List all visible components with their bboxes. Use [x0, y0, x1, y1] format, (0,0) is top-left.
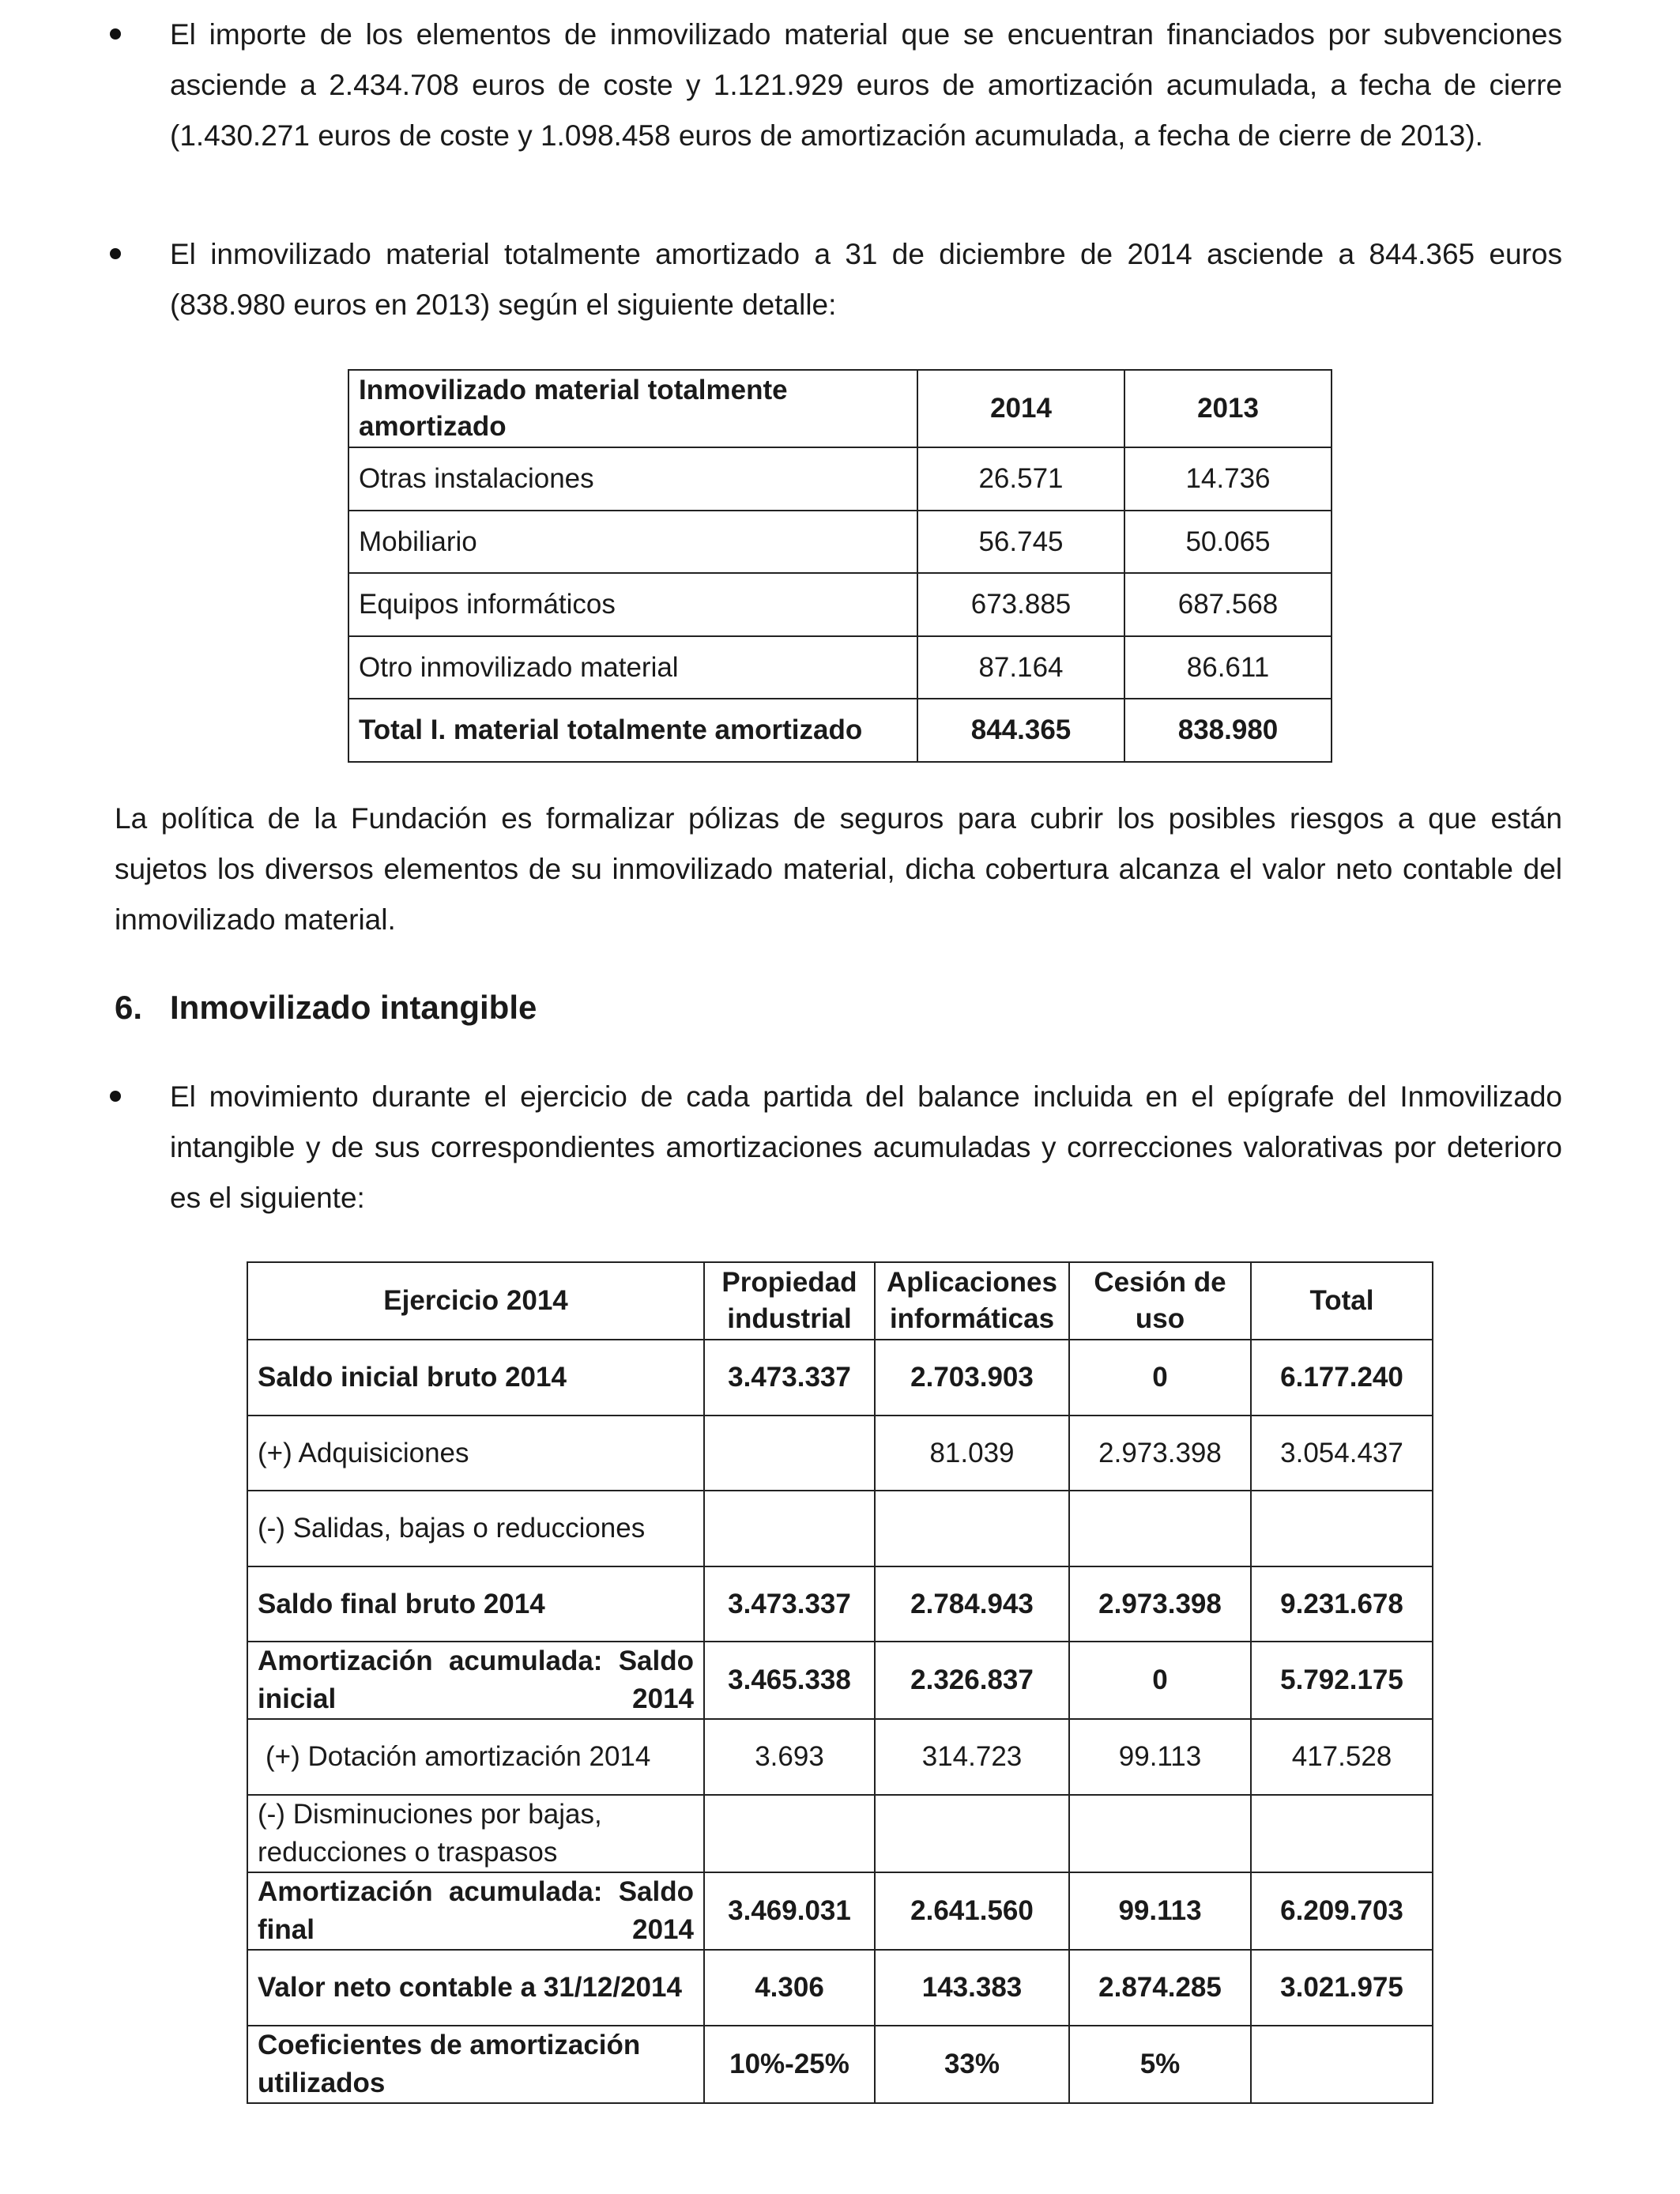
table-row [247, 1642, 1433, 1719]
bullet-dot-icon [110, 28, 121, 40]
total-2013: 838.980 [1124, 699, 1332, 762]
cell-2013: 687.568 [1124, 573, 1332, 636]
row-label: Otro inmovilizado material [348, 636, 917, 699]
table-row [348, 573, 1332, 636]
cell-total: 5.792.175 [1251, 1642, 1433, 1719]
cell-cesion [1069, 1491, 1251, 1566]
header-cell: Propiedad industrial [704, 1262, 875, 1340]
table-total-row [348, 699, 1332, 762]
cell-propiedad: 3.473.337 [704, 1566, 875, 1642]
cell-total: 3.021.975 [1251, 1950, 1433, 2026]
cell-total: 417.528 [1251, 1719, 1433, 1795]
cell-aplicaciones [875, 1491, 1069, 1566]
table-row [348, 511, 1332, 573]
cell-aplicaciones [875, 1795, 1069, 1872]
cell-2013: 86.611 [1124, 636, 1332, 699]
table-row [247, 1491, 1433, 1566]
row-label: Otras instalaciones [348, 447, 917, 511]
row-label: Equipos informáticos [348, 573, 917, 636]
cell-total [1251, 2026, 1433, 2103]
table-row [247, 1416, 1433, 1491]
table-row [247, 1872, 1433, 1950]
bullet-subvenciones [115, 9, 1562, 161]
row-label: (-) Disminuciones por bajas, reducciones o traspasos [247, 1795, 704, 1872]
cell-aplicaciones: 2.641.560 [875, 1872, 1069, 1950]
row-label: (-) Salidas, bajas o reducciones [247, 1491, 704, 1566]
cell-propiedad: 3.473.337 [704, 1340, 875, 1416]
bullet-text: El inmovilizado material totalmente amortizado a 31 de diciembre de 2014 asciende a 844.365 euros (838.980 euros en 2013) según el siguiente detalle: [170, 238, 1562, 321]
table-row [247, 1340, 1433, 1416]
row-label: Valor neto contable a 31/12/2014 [247, 1950, 704, 2026]
bullet-dot-icon [110, 248, 121, 259]
table-intangible-movements [247, 1261, 1433, 2104]
cell-propiedad [704, 1416, 875, 1491]
section-title: Inmovilizado intangible [170, 989, 537, 1026]
bullet-intangible [115, 1072, 1562, 1223]
cell-total [1251, 1491, 1433, 1566]
table-row [247, 1950, 1433, 2026]
cell-aplicaciones: 2.703.903 [875, 1340, 1069, 1416]
cell-propiedad: 3.693 [704, 1719, 875, 1795]
bullet-text: El movimiento durante el ejercicio de cada partida del balance incluida en el epígrafe del Inmovilizado intangible y de sus correspondientes amortizaciones acumuladas y correcciones valorativas por deterioro es el siguiente: [170, 1080, 1562, 1214]
table-header-row [247, 1262, 1433, 1340]
header-cell: 2014 [917, 370, 1124, 447]
cell-cesion: 2.874.285 [1069, 1950, 1251, 2026]
cell-cesion [1069, 1795, 1251, 1872]
cell-total: 3.054.437 [1251, 1416, 1433, 1491]
total-2014: 844.365 [917, 699, 1124, 762]
cell-2013: 14.736 [1124, 447, 1332, 511]
cell-cesion: 99.113 [1069, 1872, 1251, 1950]
cell-cesion: 99.113 [1069, 1719, 1251, 1795]
table-row [247, 2026, 1433, 2103]
cell-aplicaciones: 33% [875, 2026, 1069, 2103]
bullet-text: El importe de los elementos de inmovilizado material que se encuentran financiados por subvenciones asciende a 2.434.708 euros de coste y 1.121.929 euros de amortización acumulada, a fecha de cierre (1.430.271 euros de coste y 1.098.458 euros de amortización acumulada, a fecha de cierre de 2013). [170, 18, 1562, 152]
bullet-totalmente-amortizado [115, 229, 1562, 330]
cell-aplicaciones: 143.383 [875, 1950, 1069, 2026]
cell-cesion: 2.973.398 [1069, 1566, 1251, 1642]
cell-aplicaciones: 2.784.943 [875, 1566, 1069, 1642]
cell-total: 9.231.678 [1251, 1566, 1433, 1642]
cell-total [1251, 1795, 1433, 1872]
table-fully-amortized [348, 369, 1332, 763]
cell-2014: 673.885 [917, 573, 1124, 636]
total-label: Total I. material totalmente amortizado [348, 699, 917, 762]
table-row [247, 1795, 1433, 1872]
section-heading [115, 986, 537, 1030]
row-label: Coeficientes de amortización utilizados [247, 2026, 704, 2103]
table-row [247, 1566, 1433, 1642]
row-label: Saldo final bruto 2014 [247, 1566, 704, 1642]
policy-paragraph: La política de la Fundación es formalizar pólizas de seguros para cubrir los posibles riesgos a que están sujetos los diversos elementos de su inmovilizado material, dicha cobertura alcanza el valor neto contable del inmovilizado material. [115, 802, 1562, 936]
table-header-row [348, 370, 1332, 447]
cell-2014: 26.571 [917, 447, 1124, 511]
header-cell: Ejercicio 2014 [247, 1262, 704, 1340]
header-cell: Aplicaciones informáticas [875, 1262, 1069, 1340]
row-label: Amortización acumulada: Saldo final 2014 [247, 1872, 704, 1950]
cell-aplicaciones: 314.723 [875, 1719, 1069, 1795]
cell-cesion: 2.973.398 [1069, 1416, 1251, 1491]
row-label: (+) Dotación amortización 2014 [247, 1719, 704, 1795]
cell-aplicaciones: 81.039 [875, 1416, 1069, 1491]
cell-propiedad: 4.306 [704, 1950, 875, 2026]
header-cell: Total [1251, 1262, 1433, 1340]
cell-propiedad [704, 1491, 875, 1566]
cell-cesion: 5% [1069, 2026, 1251, 2103]
cell-propiedad: 10%-25% [704, 2026, 875, 2103]
bullet-dot-icon [110, 1091, 121, 1102]
cell-2014: 56.745 [917, 511, 1124, 573]
table-row [348, 447, 1332, 511]
table-row [348, 636, 1332, 699]
header-cell: 2013 [1124, 370, 1332, 447]
cell-propiedad: 3.469.031 [704, 1872, 875, 1950]
row-label: (+) Adquisiciones [247, 1416, 704, 1491]
cell-total: 6.209.703 [1251, 1872, 1433, 1950]
cell-propiedad: 3.465.338 [704, 1642, 875, 1719]
header-cell: Cesión de uso [1069, 1262, 1251, 1340]
table-row [247, 1719, 1433, 1795]
cell-2013: 50.065 [1124, 511, 1332, 573]
row-label: Amortización acumulada: Saldo inicial 2014 [247, 1642, 704, 1719]
cell-2014: 87.164 [917, 636, 1124, 699]
cell-total: 6.177.240 [1251, 1340, 1433, 1416]
header-cell: Inmovilizado material totalmente amortizado [348, 370, 917, 447]
cell-propiedad [704, 1795, 875, 1872]
section-number: 6. [115, 989, 143, 1026]
row-label: Mobiliario [348, 511, 917, 573]
cell-cesion: 0 [1069, 1642, 1251, 1719]
cell-cesion: 0 [1069, 1340, 1251, 1416]
row-label: Saldo inicial bruto 2014 [247, 1340, 704, 1416]
cell-aplicaciones: 2.326.837 [875, 1642, 1069, 1719]
